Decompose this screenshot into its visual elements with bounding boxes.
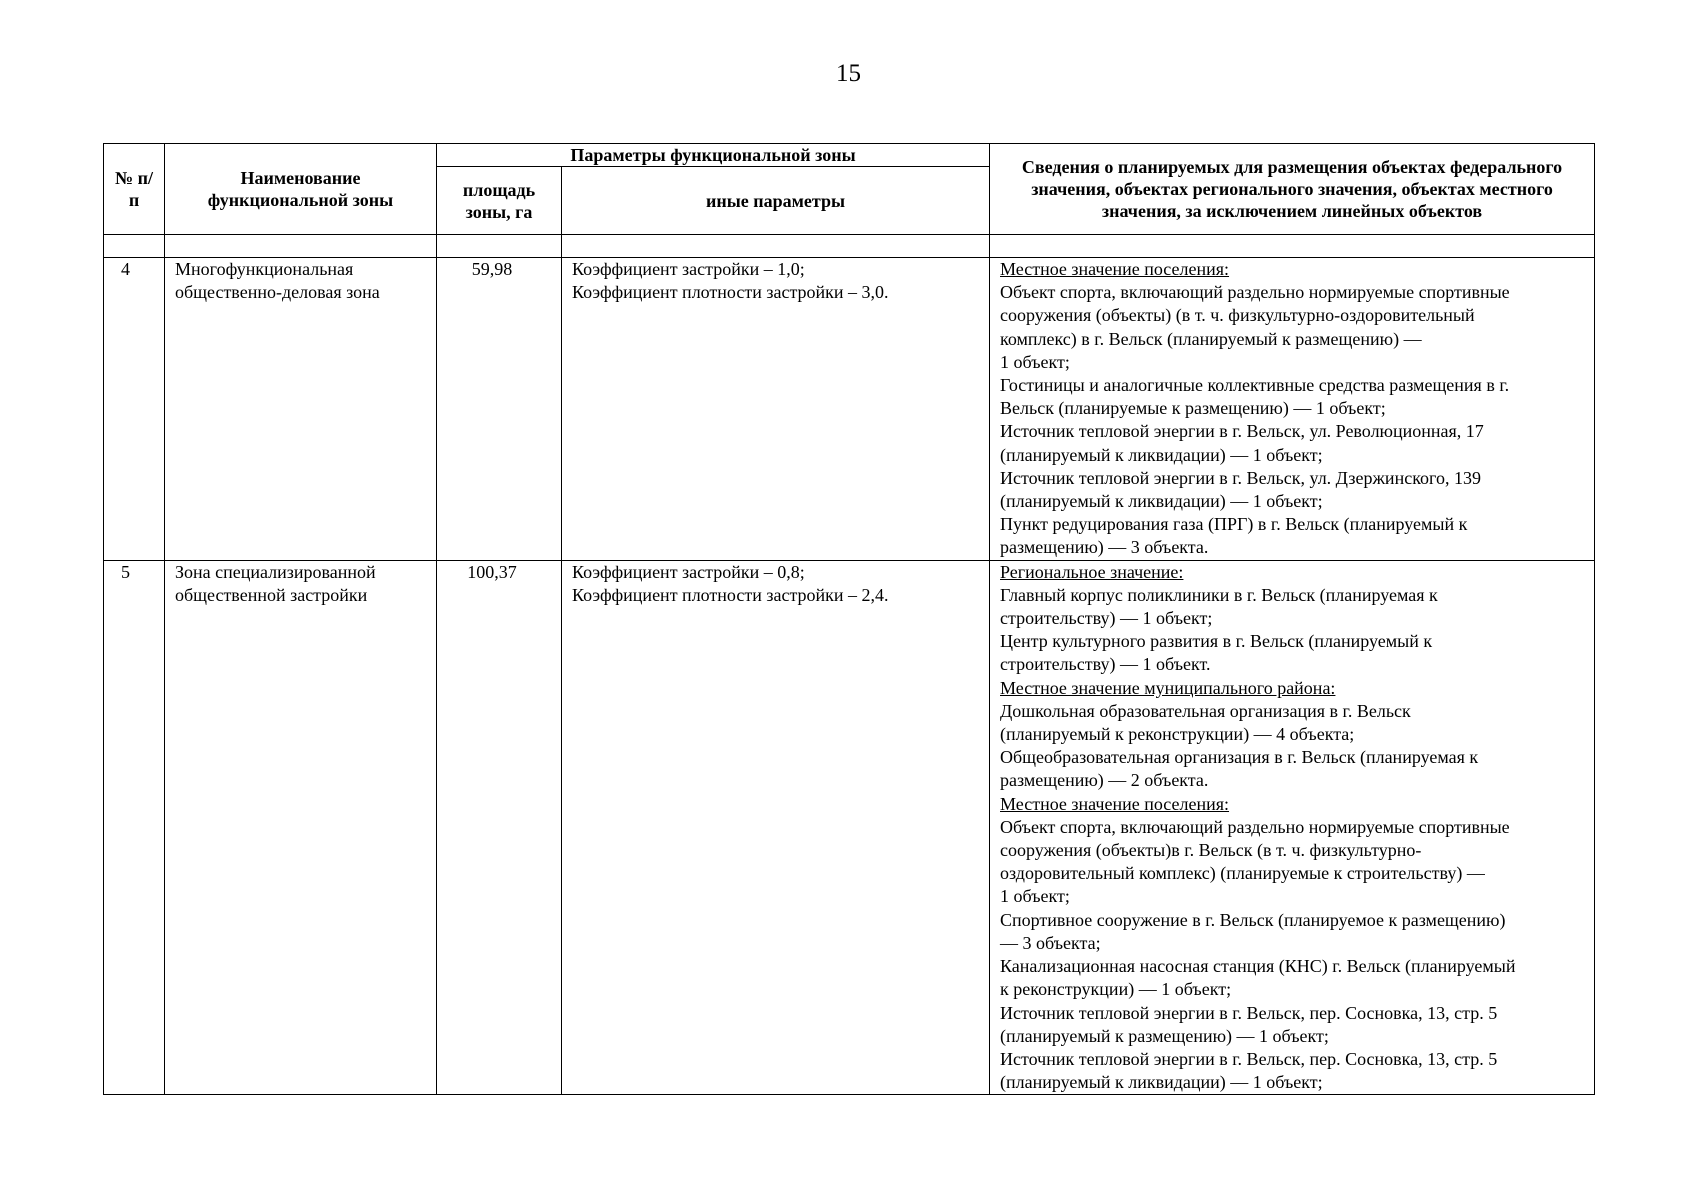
object-line: к реконструкции) — 1 объект; (1000, 979, 1232, 1000)
object-line: Источник тепловой энергии в г. Вельск, ул. Революционная, 17 (1000, 421, 1484, 442)
text-line: Коэффициент застройки – 0,8; (572, 561, 805, 582)
zone-name (165, 258, 437, 561)
object-line: Источник тепловой энергии в г. Вельск, пер. Сосновка, 13, стр. 5 (1000, 1002, 1498, 1023)
header-area: площадь зоны, га (437, 167, 562, 235)
object-line: — 3 объекта; (1000, 932, 1101, 953)
text-line: Многофункциональная (175, 259, 354, 279)
object-line: Дошкольная образовательная организация в г. Вельск (1000, 700, 1411, 721)
text-line: Коэффициент застройки – 1,0; (572, 259, 805, 279)
text-line: Коэффициент плотности застройки – 2,4. (572, 584, 889, 605)
row-num: 5 (104, 560, 165, 1095)
object-line: Главный корпус поликлиники в г. Вельск (планируемая к (1000, 584, 1438, 605)
object-line: 1 объект; (1000, 886, 1070, 907)
table-row (104, 560, 1595, 1095)
other-params (562, 560, 990, 1095)
object-line: размещению) — 3 объекта. (1000, 537, 1209, 558)
object-line: строительству) — 1 объект; (1000, 608, 1213, 629)
table-row (104, 258, 1595, 561)
object-line: Центр культурного развития в г. Вельск (планируемый к (1000, 631, 1433, 652)
object-line: сооружения (объекты) (в т. ч. физкультурно-оздоровительный (1000, 305, 1475, 326)
object-line: Общеобразовательная организация в г. Вельск (планируемая к (1000, 747, 1479, 768)
header-num: № п/п (104, 144, 165, 235)
header-params-group: Параметры функциональной зоны (437, 144, 990, 167)
object-line: комплекс) в г. Вельск (планируемый к размещению) — (1000, 328, 1422, 349)
section-heading: Местное значение муниципального района: (1000, 677, 1336, 698)
object-line: 1 объект; (1000, 351, 1070, 372)
header-planned-objects-info: Сведения о планируемых для размещения объектах федерального значения, объектах регионального значения, объектах местного значения, за исключением линейных объектов (990, 144, 1595, 235)
object-line: (планируемый к ликвидации) — 1 объект; (1000, 444, 1323, 465)
section-heading: Местное значение поселения: (1000, 793, 1230, 814)
object-line: (планируемый к ликвидации) — 1 объект; (1000, 491, 1323, 512)
object-line: Источник тепловой энергии в г. Вельск, пер. Сосновка, 13, стр. 5 (1000, 1048, 1498, 1069)
text-line: Зона специализированной (175, 561, 376, 582)
text-line: Коэффициент плотности застройки – 3,0. (572, 282, 889, 303)
object-line: Спортивное сооружение в г. Вельск (планируемое к размещению) (1000, 909, 1506, 930)
zone-area: 59,98 (437, 258, 562, 561)
text-line: общественно-деловая зона (175, 282, 380, 303)
section-heading: Региональное значение: (1000, 561, 1184, 582)
text-line: общественной застройки (175, 584, 368, 605)
object-line: Пункт редуцирования газа (ПРГ) в г. Вельск (планируемый к (1000, 514, 1468, 535)
object-line: оздоровительный комплекс) (планируемые к строительству) — (1000, 863, 1485, 884)
object-line: Источник тепловой энергии в г. Вельск, ул. Дзержинского, 139 (1000, 467, 1481, 488)
zone-name (165, 560, 437, 1095)
object-line: Объект спорта, включающий раздельно нормируемые спортивные (1000, 282, 1510, 303)
zone-area: 100,37 (437, 560, 562, 1095)
header-other-params: иные параметры (562, 167, 990, 235)
object-line: Объект спорта, включающий раздельно нормируемые спортивные (1000, 816, 1510, 837)
planned-objects-info (990, 258, 1595, 561)
object-line: сооружения (объекты)в г. Вельск (в т. ч. физкультурно- (1000, 840, 1422, 861)
object-line: (планируемый к реконструкции) — 4 объекта; (1000, 724, 1355, 745)
other-params (562, 258, 990, 561)
object-line: (планируемый к размещению) — 1 объект; (1000, 1025, 1329, 1046)
header-zone-name: Наименование функциональной зоны (165, 144, 437, 235)
object-line: Гостиницы и аналогичные коллективные средства размещения в г. (1000, 375, 1510, 396)
spacer-row (104, 235, 1595, 258)
object-line: строительству) — 1 объект. (1000, 654, 1211, 675)
object-line: (планируемый к ликвидации) — 1 объект; (1000, 1072, 1323, 1093)
section-heading: Местное значение поселения: (1000, 259, 1230, 279)
page-number: 15 (836, 60, 861, 87)
object-line: Канализационная насосная станция (КНС) г. Вельск (планируемый (1000, 956, 1516, 977)
row-num: 4 (104, 258, 165, 561)
planned-objects-info (990, 560, 1595, 1095)
object-line: размещению) — 2 объекта. (1000, 770, 1209, 791)
object-line: Вельск (планируемые к размещению) — 1 объект; (1000, 398, 1386, 419)
functional-zones-table (103, 143, 1595, 1095)
